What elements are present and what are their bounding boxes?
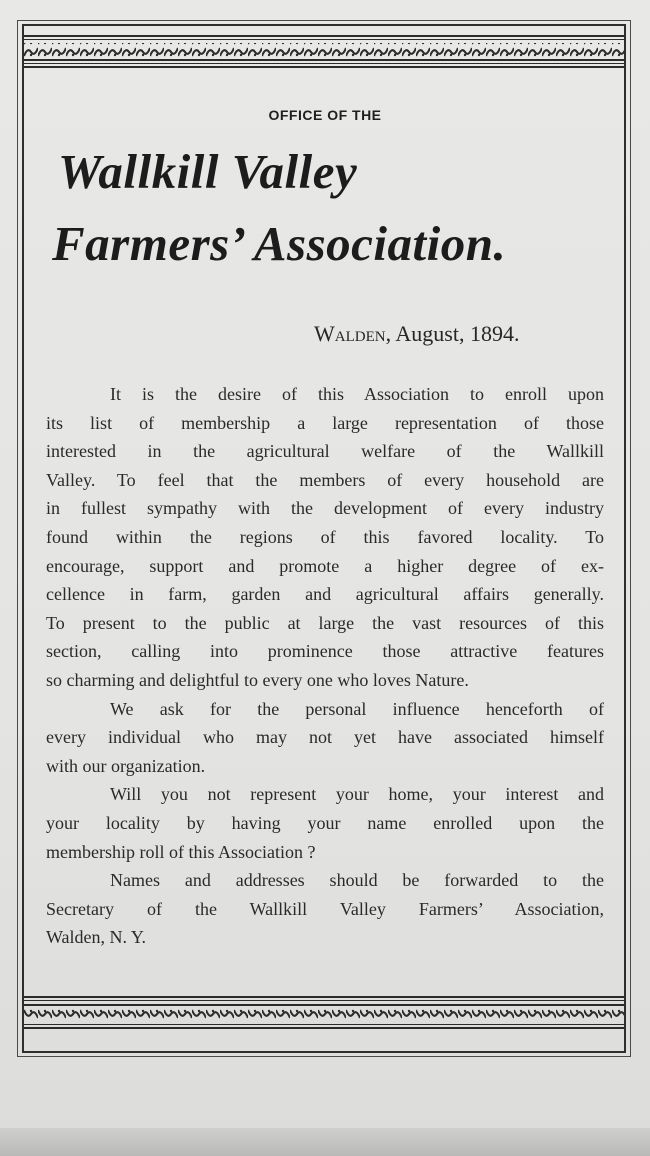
paragraph	[46, 780, 604, 866]
paragraph-line: cellence in farm, garden and agricultural affairs generally.	[46, 584, 604, 605]
paragraph-line: Valley. To feel that the members of every household are	[46, 469, 604, 490]
page-bottom-shadow	[0, 1128, 650, 1156]
paragraph-line: It is the desire of this Association to enroll upon	[110, 384, 604, 404]
paragraph-line: We ask for the personal influence henceforth of	[110, 698, 604, 719]
title-line-1: Wallkill Valley	[58, 144, 358, 199]
bottom-ornamental-border	[24, 996, 624, 1030]
dateline	[314, 321, 519, 347]
paragraph	[46, 380, 604, 695]
paragraph-line: interested in the agricultural welfare of the Wallkill	[46, 441, 604, 462]
paragraph-line: membership roll of this Association ?	[46, 841, 316, 862]
office-heading: OFFICE OF THE	[268, 107, 382, 123]
paragraph-line: every individual who may not yet have associated himself	[46, 727, 604, 748]
dateline-place: Walden,	[314, 321, 392, 346]
paragraph-line: section, calling into prominence those attractive features	[46, 641, 604, 662]
paragraph-line: with our organization.	[46, 755, 206, 776]
top-ornamental-border	[24, 34, 624, 68]
paragraph-line: found within the regions of this favored locality. To	[46, 526, 604, 547]
paragraph-line: Names and addresses should be forwarded to the	[110, 870, 604, 891]
paragraph	[46, 866, 604, 952]
letter-body	[46, 380, 604, 952]
paragraph-line: Will you not represent your home, your interest and	[110, 784, 604, 805]
paragraph-line: your locality by having your name enrolled upon the	[46, 812, 604, 833]
title-line-2: Farmers’ Association.	[52, 216, 507, 271]
paragraph-line: its list of membership a large representation of those	[46, 412, 604, 433]
paragraph-line: encourage, support and promote a higher degree of ex-	[46, 555, 604, 576]
paragraph	[46, 695, 604, 781]
paragraph-line: Secretary of the Wallkill Valley Farmers’ Association,	[46, 898, 604, 919]
dateline-date: August, 1894.	[395, 321, 520, 346]
paragraph-line: To present to the public at large the vast resources of this	[46, 612, 604, 633]
paragraph-line: in fullest sympathy with the development of every industry	[46, 498, 604, 519]
paragraph-line: Walden, N. Y.	[46, 927, 147, 948]
paragraph-line: so charming and delightful to every one who loves Nature.	[46, 669, 469, 690]
